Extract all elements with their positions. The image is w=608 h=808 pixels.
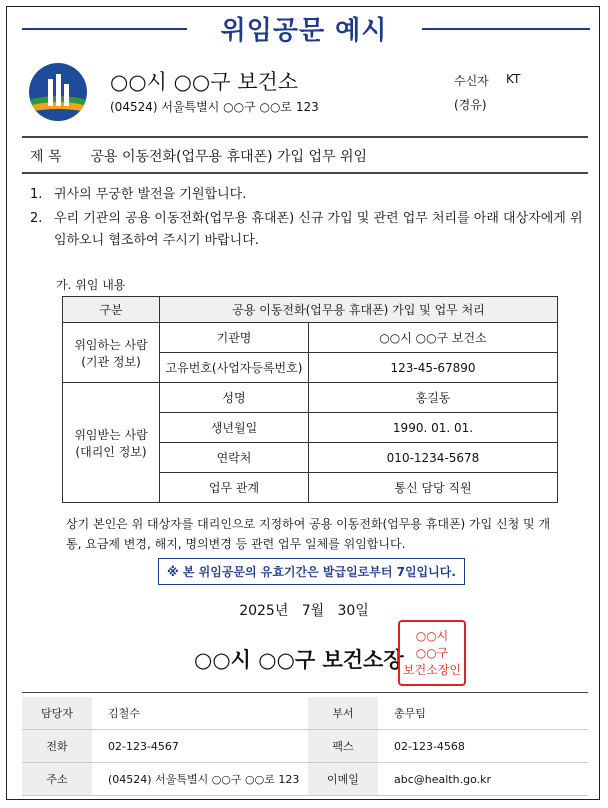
divider bbox=[22, 692, 588, 693]
value-cell: 1990. 01. 01. bbox=[309, 413, 558, 443]
contact-footer-table bbox=[22, 697, 588, 796]
footer-value: (04524) 서울특별시 ○○구 ○○로 123 bbox=[92, 763, 308, 796]
signer-name: ○○시 ○○구 보건소장 bbox=[194, 648, 404, 672]
item-number: 2. bbox=[30, 211, 43, 226]
footer-label: 팩스 bbox=[308, 730, 378, 763]
group-label-line: 위임받는 사람 bbox=[74, 427, 148, 442]
value-cell: 통신 담당 직원 bbox=[309, 473, 558, 503]
organization-address: (04524) 서울특별시 ○○구 ○○로 123 bbox=[110, 100, 319, 114]
group-label-line: (기관 정보) bbox=[81, 354, 141, 369]
footer-value: abc@health.go.kr bbox=[378, 763, 588, 796]
header-cell: 공용 이동전화(업무용 휴대폰) 가입 및 업무 처리 bbox=[160, 297, 558, 323]
via-label: (경유) bbox=[454, 98, 487, 112]
footer-label: 이메일 bbox=[308, 763, 378, 796]
item-text: 귀사의 무궁한 발전을 기원합니다. bbox=[54, 187, 247, 202]
divider bbox=[22, 136, 588, 138]
value-cell: ○○시 ○○구 보건소 bbox=[309, 323, 558, 353]
field-cell: 업무 관계 bbox=[160, 473, 309, 503]
section-heading: 가. 위임 내용 bbox=[56, 278, 126, 292]
validity-notice: ※ 본 위임공문의 유효기간은 발급일로부터 7일입니다. bbox=[158, 558, 465, 585]
issue-date: 2025년 7월 30일 bbox=[239, 603, 369, 619]
title-divider-right bbox=[422, 28, 590, 30]
seal-line: ○○구 bbox=[415, 646, 449, 660]
subject-text: 공용 이동전화(업무용 휴대폰) 가입 업무 위임 bbox=[90, 149, 368, 165]
value-cell: 홍길동 bbox=[309, 383, 558, 413]
table-row bbox=[63, 383, 558, 413]
group-label-line: 위임하는 사람 bbox=[74, 337, 148, 352]
table-header-row bbox=[63, 297, 558, 323]
delegation-statement: 상기 본인은 위 대상자를 대리인으로 지정하여 공용 이동전화(업무용 휴대폰) 가입 신청 및 개통, 요금제 변경, 해지, 명의변경 등 관련 업무 일체를 위임합니다. bbox=[66, 517, 551, 551]
health-center-logo-icon bbox=[28, 62, 88, 122]
field-cell: 고유번호(사업자등록번호) bbox=[160, 353, 309, 383]
body-item bbox=[30, 208, 594, 252]
delegation-table bbox=[62, 296, 558, 503]
divider bbox=[22, 172, 588, 174]
group-label-delegator bbox=[63, 323, 160, 383]
table-row bbox=[63, 323, 558, 353]
footer-label: 전화 bbox=[22, 730, 92, 763]
table-row bbox=[22, 697, 588, 730]
organization-name: ○○시 ○○구 보건소 bbox=[110, 70, 299, 94]
recipient-value: KT bbox=[506, 72, 521, 86]
table-row bbox=[22, 730, 588, 763]
item-number: 1. bbox=[30, 187, 43, 202]
recipient-label: 수신자 bbox=[454, 74, 489, 88]
value-cell: 123-45-67890 bbox=[309, 353, 558, 383]
title-bar bbox=[0, 10, 608, 44]
footer-label: 주소 bbox=[22, 763, 92, 796]
group-label-line: (대리인 정보) bbox=[75, 444, 147, 459]
footer-value: 총무팀 bbox=[378, 697, 588, 730]
footer-value: 02-123-4567 bbox=[92, 730, 308, 763]
seal-line: 보건소장인 bbox=[403, 663, 461, 677]
field-cell: 연락처 bbox=[160, 443, 309, 473]
body-item bbox=[30, 184, 594, 206]
table-row bbox=[22, 763, 588, 796]
field-cell: 성명 bbox=[160, 383, 309, 413]
footer-value: 02-123-4568 bbox=[378, 730, 588, 763]
official-seal bbox=[398, 620, 466, 686]
item-text: 우리 기관의 공용 이동전화(업무용 휴대폰) 신규 가입 및 관련 업무 처리를 아래 대상자에게 위임하오니 협조하여 주시기 바랍니다. bbox=[54, 211, 583, 248]
header-cell: 구분 bbox=[63, 297, 160, 323]
group-label-delegate bbox=[63, 383, 160, 503]
seal-line: ○○시 bbox=[415, 629, 449, 643]
subject-label: 제 목 bbox=[30, 149, 62, 165]
field-cell: 기관명 bbox=[160, 323, 309, 353]
subject-line bbox=[30, 146, 367, 166]
footer-label: 부서 bbox=[308, 697, 378, 730]
page-title: 위임공문 예시 bbox=[220, 16, 388, 46]
footer-label: 담당자 bbox=[22, 697, 92, 730]
field-cell: 생년월일 bbox=[160, 413, 309, 443]
footer-value: 김철수 bbox=[92, 697, 308, 730]
value-cell: 010-1234-5678 bbox=[309, 443, 558, 473]
